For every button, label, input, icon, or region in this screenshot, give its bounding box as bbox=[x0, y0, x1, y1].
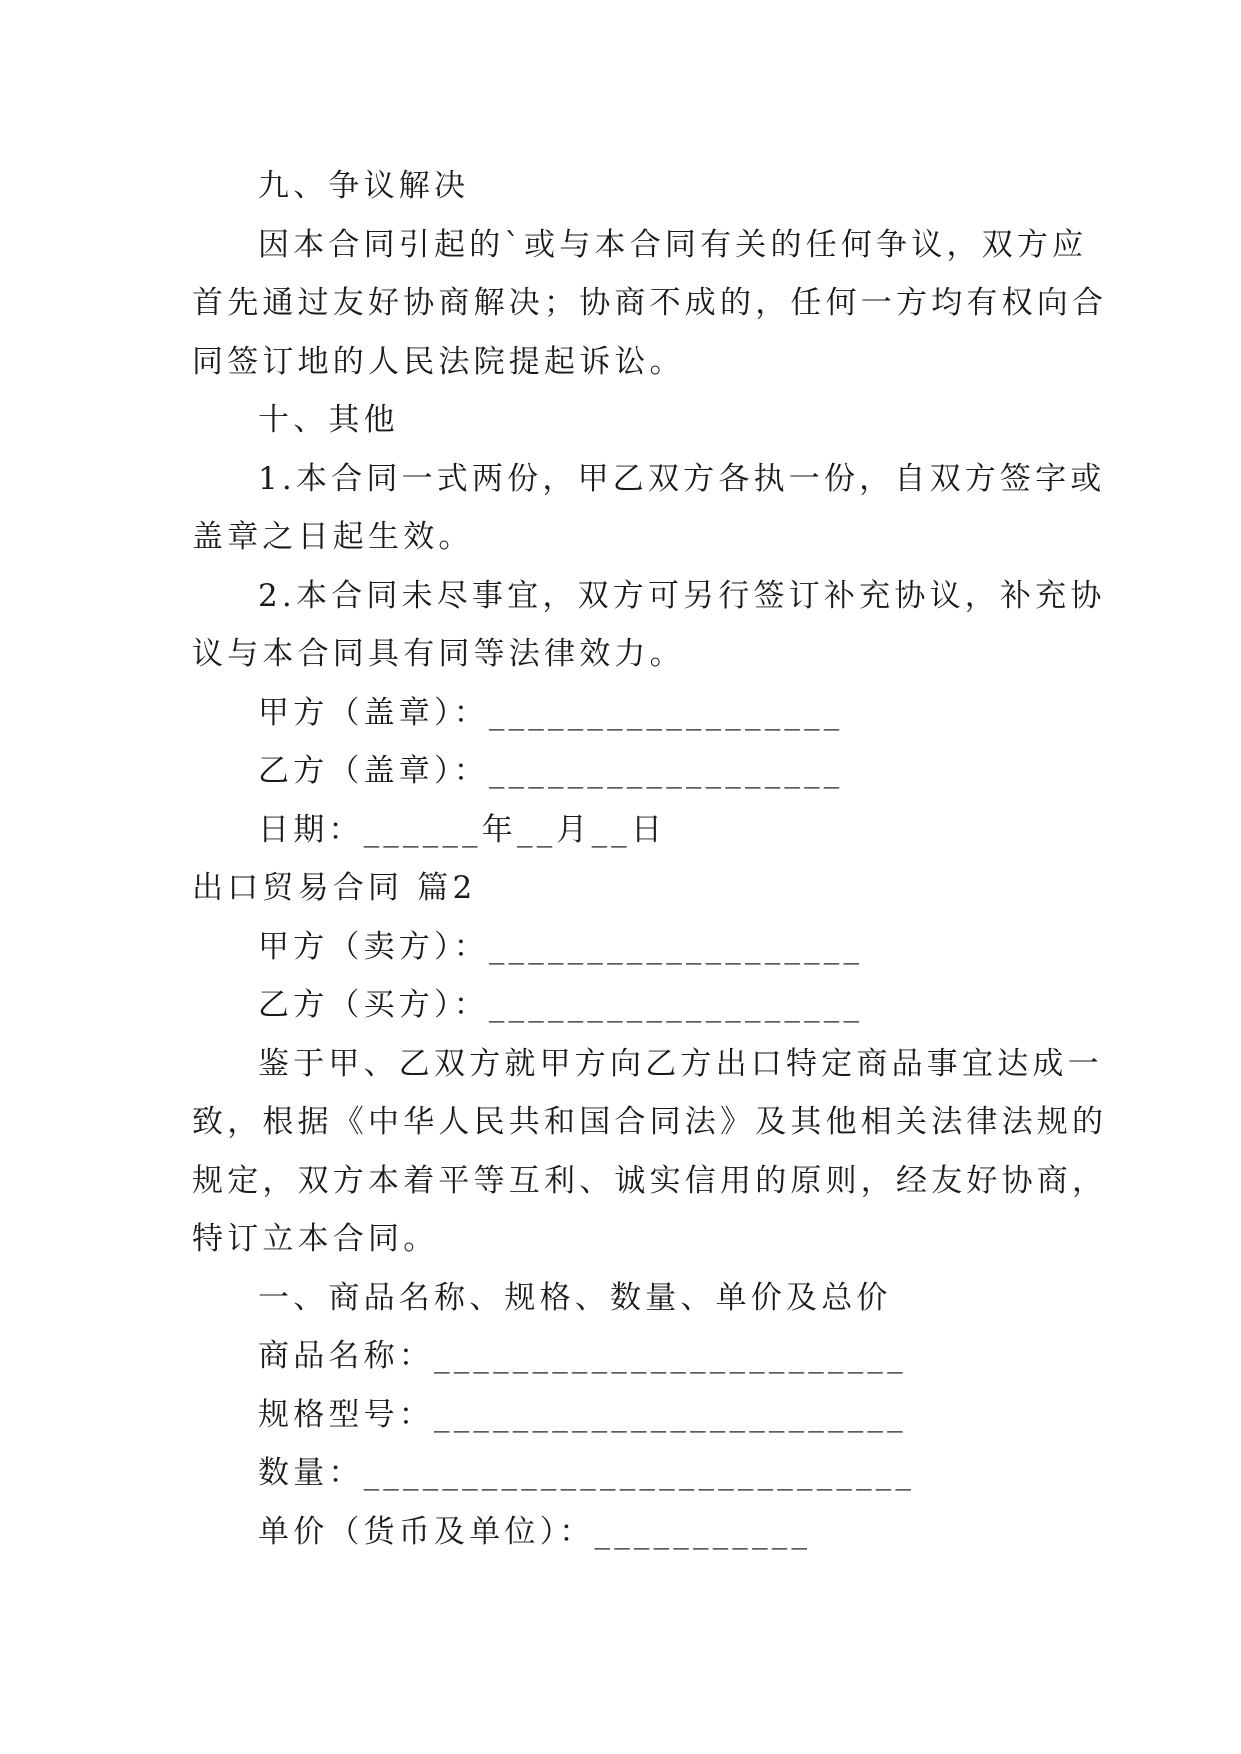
goods-quantity-field: 数量：____________________________ bbox=[258, 1455, 916, 1491]
preamble-line-1: 鉴于甲、乙双方就甲方向乙方出口特定商品事宜达成一 bbox=[258, 1045, 1103, 1082]
other-clause-2-line-1: 2.本合同未尽事宜，双方可另行签订补充协议，补充协 bbox=[258, 577, 1106, 614]
date-field: 日期：______年__月__日 bbox=[258, 811, 667, 848]
goods-name-field: 商品名称：________________________ bbox=[258, 1338, 907, 1374]
party-b-buyer-field: 乙方（买方）：___________________ bbox=[258, 987, 864, 1023]
document-page bbox=[192, 157, 1108, 1561]
section-heading-dispute-resolution: 九、争议解决 bbox=[258, 168, 470, 204]
other-clause-2-line-2: 议与本合同具有同等法律效力。 bbox=[192, 636, 685, 672]
dispute-paragraph-line-2: 首先通过友好协商解决；协商不成的，任何一方均有权向合 bbox=[192, 285, 1108, 321]
section-heading-goods: 一、商品名称、规格、数量、单价及总价 bbox=[258, 1279, 892, 1316]
document-title-part-2: 出口贸易合同 篇2 bbox=[192, 870, 477, 906]
dispute-paragraph-line-3: 同签订地的人民法院提起诉讼。 bbox=[192, 343, 685, 380]
section-heading-other: 十、其他 bbox=[258, 402, 399, 438]
other-clause-1-line-2: 盖章之日起生效。 bbox=[192, 519, 474, 555]
preamble-line-3: 规定，双方本着平等互利、诚实信用的原则，经友好协商， bbox=[192, 1162, 1108, 1199]
dispute-paragraph-line-1: 因本合同引起的`或与本合同有关的任何争议，双方应 bbox=[258, 226, 1088, 263]
party-b-seal-field: 乙方（盖章）：__________________ bbox=[258, 753, 844, 789]
preamble-line-2: 致，根据《中华人民共和国合同法》及其他相关法律法规的 bbox=[192, 1104, 1108, 1140]
other-clause-1-line-1: 1.本合同一式两份，甲乙双方各执一份，自双方签字或 bbox=[258, 460, 1106, 497]
goods-unit-price-field: 单价（货币及单位）：___________ bbox=[258, 1513, 812, 1550]
party-a-seal-field: 甲方（盖章）：__________________ bbox=[258, 694, 844, 731]
preamble-line-4: 特订立本合同。 bbox=[192, 1221, 439, 1257]
goods-spec-field: 规格型号：________________________ bbox=[258, 1396, 907, 1433]
party-a-seller-field: 甲方（卖方）：___________________ bbox=[258, 928, 864, 965]
